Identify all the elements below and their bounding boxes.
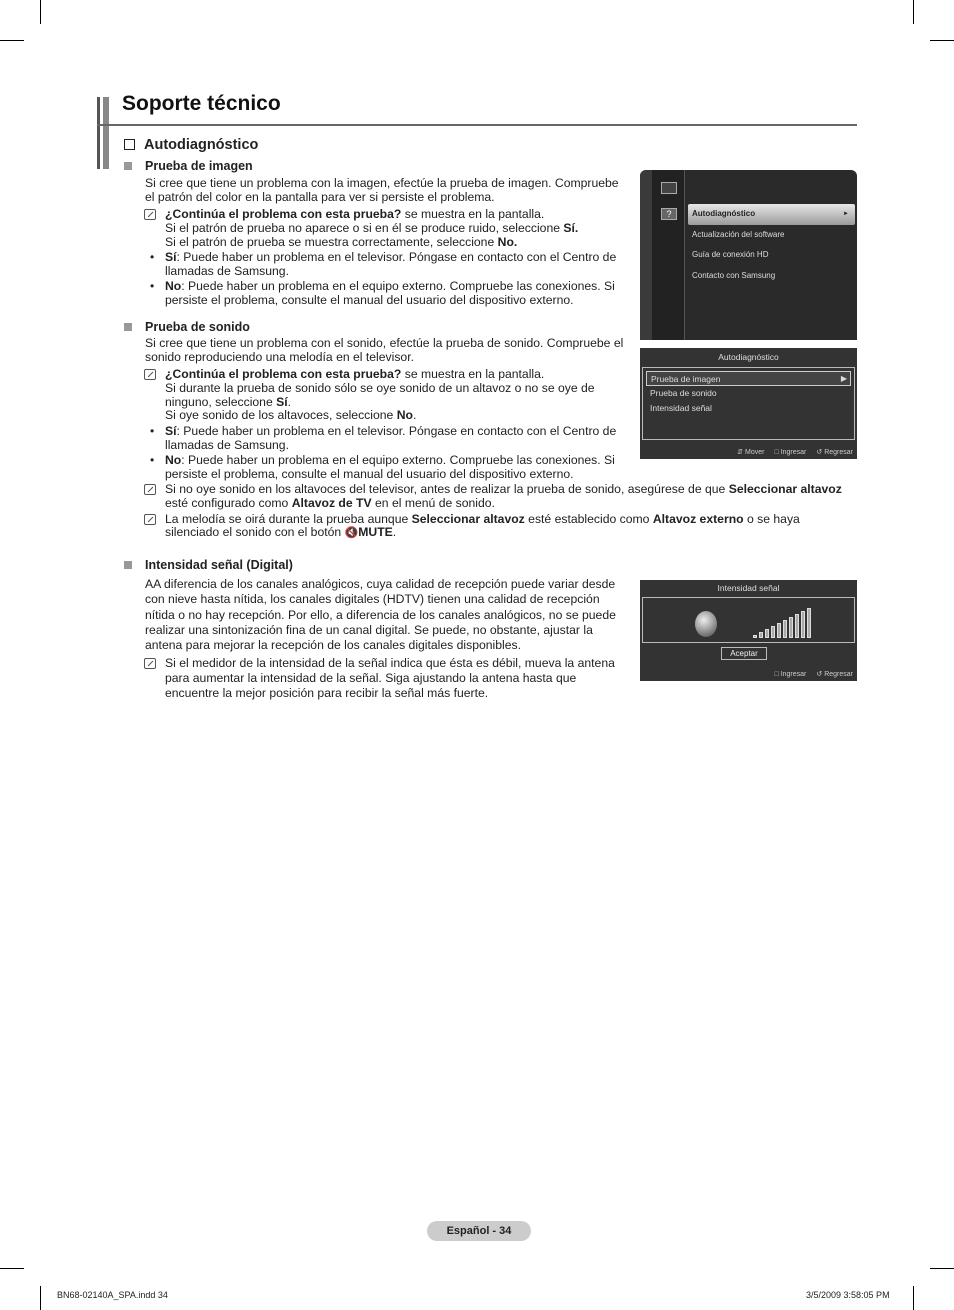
signal-strength-screen: [640, 580, 857, 681]
note-text: Si el patrón de prueba se muestra correctamente, seleccione: [165, 235, 498, 249]
senal-n1: Si el medidor de la intensidad de la señal indica que ésta es débil, mueva la antena: [165, 656, 615, 670]
si-text: : Puede haber un problema en el televisor. Póngase en contacto con el Centro de: [176, 250, 617, 264]
note-icon: [144, 514, 156, 525]
screen-title: Autodiagnóstico: [718, 352, 779, 362]
senal-n3: encuentre la mejor posición para recibir la señal más fuerte.: [165, 686, 489, 700]
imagen-note-l1: [165, 207, 544, 221]
imagen-no-l2: persiste el problema, consulte el manual del usuario del dispositivo externo.: [165, 293, 574, 307]
sonido-note-l1: [165, 367, 544, 381]
sonido-no-l2: persiste el problema, consulte el manual del usuario del dispositivo externo.: [165, 467, 574, 481]
menu-item-prueba-imagen[interactable]: [646, 371, 851, 386]
note-text: se muestra en la pantalla.: [401, 367, 545, 381]
bullet-dot: •: [150, 279, 155, 293]
note-text: La melodía se oirá durante la prueba aunque: [165, 512, 412, 526]
signal-bar: [801, 611, 805, 638]
si-label: Sí: [165, 424, 177, 438]
note-bold: ¿Continúa el problema con esta prueba?: [165, 207, 402, 221]
footer-file: BN68-02140A_SPA.indd 34: [57, 1290, 168, 1300]
crop-mark: [930, 40, 954, 41]
bullet-dot: •: [150, 250, 155, 264]
note-bold: Sí: [276, 395, 288, 409]
sonido-note-l2: Si durante la prueba de sonido sólo se oye sonido de un altavoz o no se oye de: [165, 381, 595, 395]
no-label: No: [165, 279, 182, 293]
imagen-note-l2: [165, 221, 578, 235]
play-arrow-icon: ▶: [840, 374, 847, 383]
crop-mark: [0, 40, 24, 41]
section-title: Autodiagnóstico: [144, 137, 259, 153]
globe-icon: [695, 611, 717, 637]
note-text: Si no oye sonido en los altavoces del televisor, antes de realizar la prueba de sonido, asegúrese de que: [165, 482, 729, 496]
help-icon[interactable]: ?: [661, 208, 677, 220]
note-text: o se haya: [743, 512, 800, 526]
menu-icon-column: [652, 170, 685, 340]
si-text: : Puede haber un problema en el televisor. Póngase en contacto con el Centro de: [176, 424, 617, 438]
sonido-si-l2: llamadas de Samsung.: [165, 438, 289, 452]
screen-title: Intensidad señal: [717, 583, 780, 593]
screen-footer: [766, 670, 853, 678]
crop-mark: [913, 1286, 914, 1310]
crop-mark: [930, 1268, 954, 1269]
note-text: esté establecido como: [524, 512, 653, 526]
imagen-intro-2: el patrón del color en la pantalla para ver si persiste el problema.: [145, 190, 495, 204]
return-icon: ↺: [816, 449, 823, 456]
signal-bar: [771, 626, 775, 638]
page-title: Soporte técnico: [122, 92, 281, 115]
footer-mover: Mover: [745, 449, 765, 456]
menu-item-intensidad[interactable]: Intensidad señal: [650, 403, 712, 413]
note-text: en el menú de sonido.: [371, 496, 495, 510]
note-bold: Seleccionar altavoz: [411, 512, 525, 526]
note-bold: No: [396, 408, 413, 422]
signal-bar: [759, 632, 763, 638]
footer-ingresar: Ingresar: [780, 671, 807, 678]
note-text: silenciado el sonido con el botón: [165, 525, 345, 539]
sonido-note-l4: [165, 408, 416, 422]
crop-mark: [40, 1286, 41, 1310]
sonido-si-l1: [165, 424, 616, 438]
no-text: : Puede haber un problema en el equipo externo. Compruebe las conexiones. Si: [181, 453, 615, 467]
senal-n2: para aumentar la intensidad de la señal. Siga ajustando la antena hasta que: [165, 671, 577, 685]
square-bullet-icon: [124, 162, 132, 170]
mute-icon: 🔇: [344, 527, 359, 539]
note-text: Si oye sonido de los altavoces, seleccione: [165, 408, 397, 422]
no-text: : Puede haber un problema en el equipo externo. Compruebe las conexiones. Si: [181, 279, 615, 293]
menu-left-strip: [640, 170, 652, 340]
accept-button[interactable]: Aceptar: [721, 647, 767, 660]
note-icon: [144, 209, 156, 220]
crop-mark: [0, 1268, 24, 1269]
note-icon: [144, 658, 156, 669]
sonido-intro-1: Si cree que tiene un problema con el sonido, efectúe la prueba de sonido. Compruebe el: [145, 336, 624, 350]
note-text: se muestra en la pantalla.: [401, 207, 545, 221]
menu-item-prueba-sonido[interactable]: Prueba de sonido: [650, 388, 717, 398]
return-icon: ↺: [816, 671, 823, 678]
note-bold: MUTE: [358, 525, 393, 539]
note-bold: Sí.: [563, 221, 579, 235]
footer-date: 3/5/2009 3:58:05 PM: [806, 1290, 890, 1300]
senal-p1: AA diferencia de los canales analógicos, cuya calidad de recepción puede variar desde: [145, 577, 616, 591]
title-divider: [97, 124, 857, 126]
imagen-si-l2: llamadas de Samsung.: [165, 264, 289, 278]
footer-regresar: Regresar: [824, 671, 853, 678]
signal-bar: [807, 608, 811, 638]
input-icon[interactable]: [661, 182, 677, 194]
senal-p2: con nieve hasta nítida, los canales digitales (HDTV) tienen una calidad de recepción: [145, 592, 600, 606]
title-accent-bar: [103, 97, 109, 169]
section-heading: [124, 137, 258, 153]
subheading-imagen: Prueba de imagen: [145, 159, 253, 173]
signal-bar: [777, 623, 781, 638]
note-bold: Altavoz externo: [652, 512, 744, 526]
signal-bar: [765, 629, 769, 638]
senal-p4: realizar una sintonización fina de un canal digital. Se puede, no obstante, ajustar la: [145, 623, 593, 637]
sonido-intro-2: sonido reproduciendo una melodía en el televisor.: [145, 350, 414, 364]
enter-icon: □: [774, 449, 779, 456]
title-accent-bar: [97, 97, 100, 169]
senal-p5: antena para mejorar la recepción de los canales digitales disponibles.: [145, 638, 522, 652]
enter-icon: □: [774, 671, 779, 678]
sonido-n2-l2: [165, 496, 495, 510]
checkbox-icon: [124, 139, 135, 150]
imagen-note-l3: [165, 235, 517, 249]
arrow-right-icon: ►: [843, 211, 849, 217]
note-text: .: [392, 525, 397, 539]
bullet-dot: •: [150, 424, 155, 438]
move-icon: ⇵: [737, 449, 744, 456]
si-label: Sí: [165, 250, 177, 264]
note-icon: [144, 484, 156, 495]
footer-ingresar: Ingresar: [780, 449, 807, 456]
note-text: Si el patrón de prueba no aparece o si en él se produce ruido, seleccione: [165, 221, 564, 235]
menu-item-actualizacion[interactable]: Actualización del software: [692, 229, 785, 239]
test-list: [642, 367, 855, 440]
sonido-n2-l1: [165, 482, 842, 496]
signal-bar: [789, 617, 793, 638]
imagen-no-l1: [165, 279, 615, 293]
signal-bar: [753, 635, 757, 638]
note-bold: ¿Continúa el problema con esta prueba?: [165, 367, 402, 381]
square-bullet-icon: [124, 323, 132, 331]
bullet-dot: •: [150, 453, 155, 467]
note-text: .: [287, 395, 292, 409]
crop-mark: [913, 0, 914, 24]
tv-menu-screen: [640, 170, 857, 340]
menu-item-contacto[interactable]: Contacto con Samsung: [692, 270, 776, 280]
note-text: .: [412, 408, 417, 422]
support-menu: [688, 204, 855, 286]
self-diagnosis-screen: [640, 348, 857, 459]
note-text: esté configurado como: [165, 496, 292, 510]
note-bold: Seleccionar altavoz: [728, 482, 842, 496]
menu-item-autodiagnostico[interactable]: [688, 204, 855, 225]
senal-p3: nítida o no hay recepción. Por ello, a diferencia de los canales analógicos, no se puede: [145, 608, 616, 622]
square-bullet-icon: [124, 561, 132, 569]
signal-meter: [642, 597, 855, 643]
menu-item-guia-hd[interactable]: Guía de conexión HD: [692, 250, 769, 259]
footer-regresar: Regresar: [824, 449, 853, 456]
subheading-sonido: Prueba de sonido: [145, 320, 250, 334]
imagen-intro-1: Si cree que tiene un problema con la imagen, efectúe la prueba de imagen. Compruebe: [145, 176, 619, 190]
menu-item-label: Autodiagnóstico: [692, 209, 756, 218]
subheading-senal: Intensidad señal (Digital): [145, 558, 293, 572]
signal-bar: [795, 614, 799, 638]
note-icon: [144, 369, 156, 380]
screen-footer: [729, 448, 853, 456]
note-bold: No.: [497, 235, 518, 249]
menu-item-label: Prueba de imagen: [651, 374, 721, 384]
crop-mark: [40, 0, 41, 24]
no-label: No: [165, 453, 182, 467]
signal-bar: [783, 620, 787, 638]
note-bold: Altavoz de TV: [291, 496, 372, 510]
sonido-no-l1: [165, 453, 615, 467]
note-text: ninguno, seleccione: [165, 395, 277, 409]
imagen-si-l1: [165, 250, 616, 264]
sonido-n3-l2: [165, 525, 396, 540]
page-number: Español - 34: [427, 1221, 531, 1241]
